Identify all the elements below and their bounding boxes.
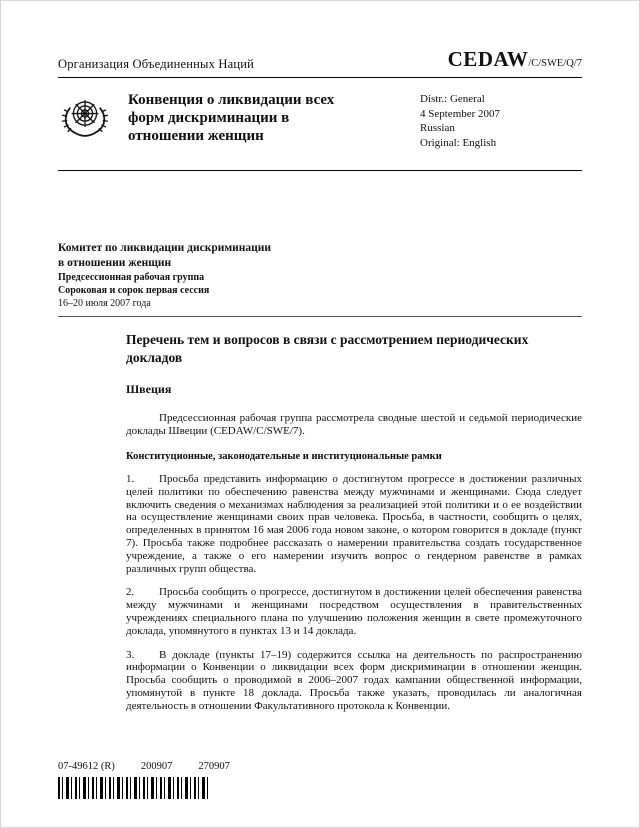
paragraph-1-text: Просьба представить информацию о достигнутом прогрессе в достижении различных целей политики по обеспечению равенства между мужчинами и женщинами. Сюда следует включить сведения о механизмах наблюдения за реализацией этой политики и о ее воздействии на осуществление женщинами своих прав человека. Просьба, в частности, сообщить о целях, определенных в принятом 16 мая 2006 года новом законе, о котором говорится в докладе (пункт 7). Просьба также подробнее рассказать о намерении правительства создать государственное учреждение, а также о его намерении изучить вопрос о гендерном равенстве в рамках различных групп общества. <box>126 473 582 575</box>
masthead <box>58 91 582 150</box>
section-heading: Конституционные, законодательные и институциональные рамки <box>126 451 442 462</box>
document-symbol <box>448 47 582 72</box>
paragraph-2-number: 2. <box>126 586 135 599</box>
header-divider <box>58 77 582 78</box>
un-emblem-icon <box>58 91 114 150</box>
distr-original: Original: English <box>420 136 497 149</box>
session-title: Сороковая и сорок первая сессия <box>58 285 210 296</box>
paragraph-1 <box>126 473 582 575</box>
document-title: Перечень тем и вопросов в связи с рассмотрением периодических докладов <box>126 332 529 365</box>
convention-title: Конвенция о ликвидации всех форм дискриминации в отношении женщин <box>128 92 335 144</box>
session-dates: 16–20 июля 2007 года <box>58 298 151 309</box>
job-number-line <box>58 761 230 772</box>
distr-language: Russian <box>420 122 455 134</box>
paragraph-3 <box>126 649 582 713</box>
paragraph-2-text: Просьба сообщить о прогрессе, достигнутом в достижении целей обеспечения равенства между мужчинами и женщинами посредством осуществления в правительственных учреждениях специального плана по улучшению положения женщин в свете промежуточного доклада, упомянутого в пунктах 13 и 14 доклада. <box>126 586 582 637</box>
committee-divider <box>58 316 582 317</box>
paragraph-3-number: 3. <box>126 648 135 661</box>
masthead-divider <box>58 170 582 171</box>
footer-code-2: 270907 <box>198 761 230 772</box>
working-group: Предсессионная рабочая группа <box>58 272 205 283</box>
committee-block <box>58 241 582 310</box>
distr-date: 4 September 2007 <box>420 107 501 120</box>
committee-name-line2: в отношении женщин <box>58 257 172 269</box>
distr-type: Distr.: General <box>420 93 485 105</box>
country-heading: Швеция <box>126 382 172 396</box>
paragraph-3-text: В докладе (пункты 17–19) содержится ссылка на деятельность по распространению информации о Конвенции о ликвидации всех форм дискриминации в отношении женщин. Просьба сообщить о проводимой в 2006–2007 годах кампании общественной информации, упомянутой в пункте 18 доклада. Просьба также указать, проводилась ли аналогичная деятельность в отношении Факультативного протокола к Конвенции. <box>126 648 582 712</box>
organization-name: Организация Объединенных Наций <box>58 57 255 71</box>
barcode <box>58 777 208 799</box>
document-symbol-suffix: /C/SWE/Q/7 <box>528 58 582 69</box>
intro-paragraph: Предсессионная рабочая группа рассмотрела сводные шестой и седьмой периодические доклады Швеции (CEDAW/C/SWE/7). <box>126 412 582 437</box>
distribution-block <box>420 91 582 150</box>
document-header <box>58 47 582 72</box>
document-symbol-main: CEDAW <box>447 47 529 71</box>
paragraph-1-number: 1. <box>126 473 135 485</box>
footer-code-1: 200907 <box>140 761 173 772</box>
page-footer <box>58 761 230 799</box>
document-body <box>126 331 582 713</box>
committee-name-line1: Комитет по ликвидации дискриминации <box>58 242 272 254</box>
paragraph-2 <box>126 586 582 637</box>
job-number: 07-49612 (R) <box>58 761 115 772</box>
